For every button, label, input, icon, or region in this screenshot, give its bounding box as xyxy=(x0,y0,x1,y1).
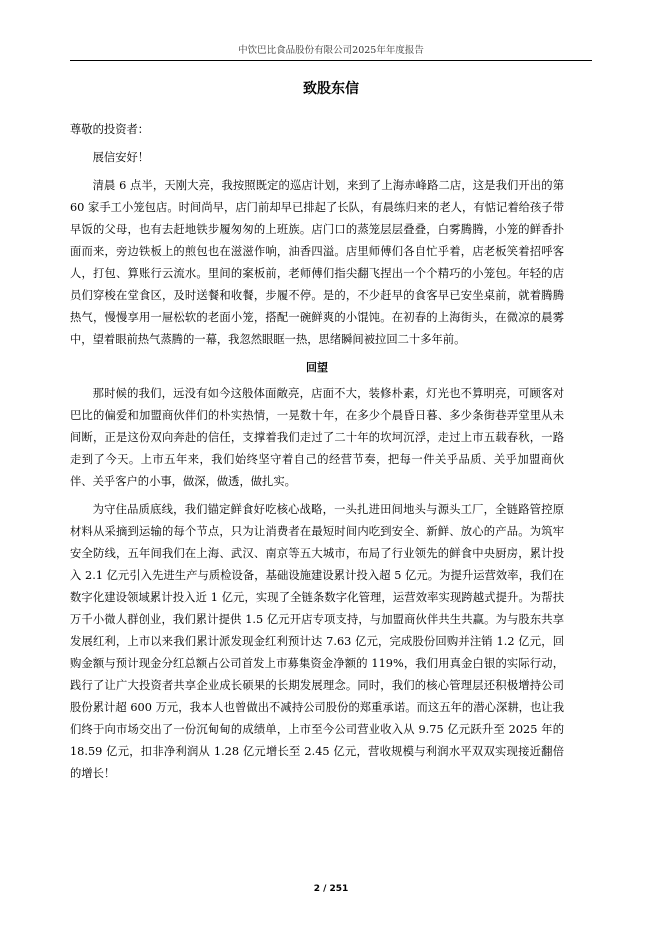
salutation: 尊敬的投资者： xyxy=(70,123,150,136)
greeting: 展信安好！ xyxy=(92,151,150,164)
page-number: 2 / 251 xyxy=(313,884,349,894)
paragraph-review-1: 那时候的我们，远没有如今这般体面敞亮，店面不大，装修朴素，灯光也不算明亮，可顾客对巴比的偏爱和加盟商伙伴们的朴实热情，一晃数十年，在多少个晨昏日暮、多少条街巷弄堂里从未间断，正是这份双向奔赴的信任，支撑着我们走过了二十年的坎坷沉浮，走过上市五载春秋，一路走到了今天。上市五年来，我们始终坚守着自己的经营节奏，把每一件关乎品质、关乎加盟商伙伴、关乎客户的小事，做深，做透，做扎实。 xyxy=(70,387,564,488)
report-header-text: 中饮巴比食品股份有限公司2025年年度报告 xyxy=(238,45,424,56)
paragraph-review-2: 为守住品质底线，我们锚定鲜食好吃核心战略，一头扎进田间地头与源头工厂，全链路管控原材料从采摘到运输的每个节点，只为让消费者在最短时间内吃到安全、新鲜、放心的产品。为筑牢安全防线，五年间我们在上海、武汉、南京等五大城市，布局了行业领先的鲜食中央厨房，累计投入 2.1 亿元引入先进生产与质检设备，基础设施建设累计投入超 5 亿元。为提升运营效率，我们在数字化建设领域累计投入近 1 亿元，实现了全链条数字化管理，运营效率实现跨越式提升。为帮扶万千小微人群创业，我们累计提供 1.5 亿元开店专项支持，与加盟商伙伴共生共赢。为与股东共享发展红利，上市以来我们累计派发现金红利预计达 7.63 亿元，完成股份回购并注销 1.2 亿元，回购金额与预计现金分红总额占公司首发上市募集资金净额的 119%，我们用真金白银的实际行动，践行了让广大投资者共享企业成长硕果的长期发展理念。同时，我们的核心管理层还积极增持公司股份累计超 600 万元，我本人也曾做出不减持公司股份的郑重承诺。而这五年的潜心深耕，也让我们终于向市场交出了一份沉甸甸的成绩单，上市至今公司营业收入从 9.75 亿元跃升至 2025 年的 18.59 亿元，扣非净利润从 1.28 亿元增长至 2.45 亿元，营收规模与利润水平双双实现接近翻倍的增长！ xyxy=(70,503,564,780)
page-header xyxy=(70,42,592,61)
paragraph-opening: 清晨 6 点半，天刚大亮，我按照既定的巡店计划，来到了上海赤峰路二店，这是我们开出的第 60 家手工小笼包店。时间尚早，店门前却早已排起了长队，有晨练归来的老人，有惦记着给孩子带早饭的父母，也有去赶地铁步履匆匆的上班族。店门口的蒸笼层层叠叠，白雾腾腾，小笼的鲜香扑面而来，旁边铁板上的煎包也在滋滋作响，油香四溢。店里师傅们各自忙乎着，店老板笑着招呼客人，打包、算账行云流水。里间的案板前，老师傅们指尖翻飞捏出一个个精巧的小笼包。年轻的店员们穿梭在堂食区，及时送餐和收餐，步履不停。是的，不少赶早的食客早已安坐桌前，就着腾腾热气，慢慢享用一屉松软的老面小笼，搭配一碗鲜爽的小馄饨。在初春的上海街头，在微凉的晨雾中，望着眼前热气蒸腾的一幕，我忽然眼眶一热，思绪瞬间被拉回二十多年前。 xyxy=(70,179,564,346)
letter-title: 致股东信 xyxy=(303,81,359,97)
letter-body xyxy=(70,119,564,791)
section-title-review: 回望 xyxy=(306,361,328,374)
